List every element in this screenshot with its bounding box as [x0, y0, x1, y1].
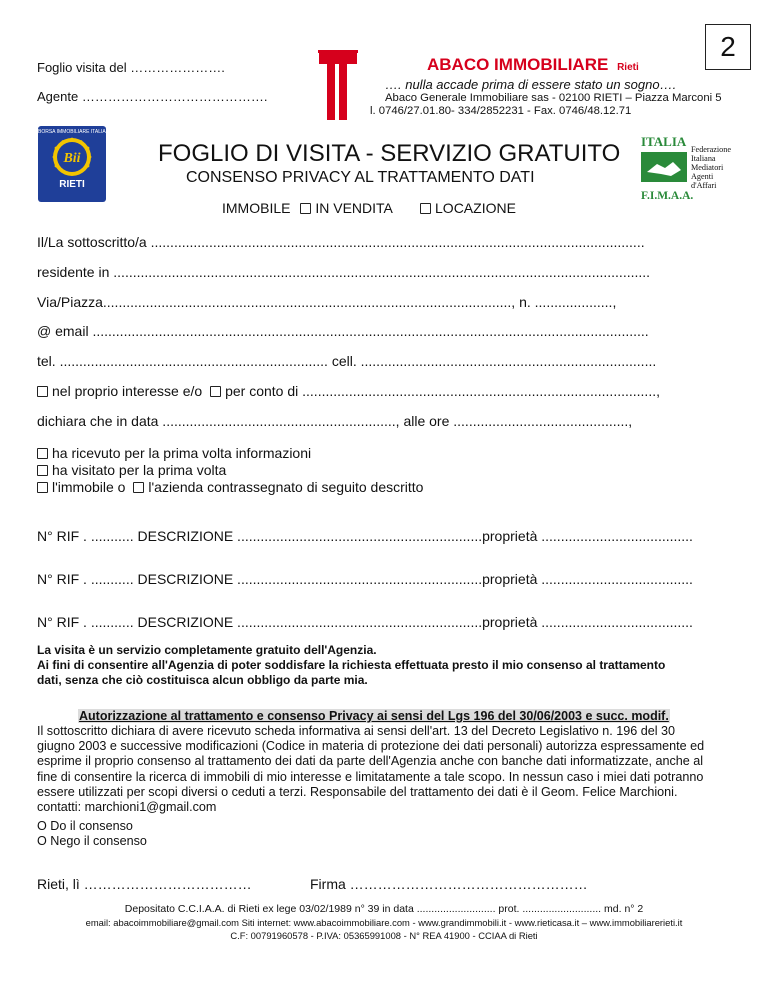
business-option-label: l'azienda contrassegnato di seguito descritto [148, 479, 424, 495]
fimaa-line-2: Italiana [691, 154, 716, 163]
signature-field[interactable]: Firma …………………………………………… [310, 876, 588, 892]
residence-field[interactable]: residente in .......................................................................................................................................... [37, 264, 651, 280]
privacy-line-2: giugno 2003 e successive modificazioni (Codice in materia di protezione dei dati personali) autorizza espressamente ed [37, 739, 705, 754]
info-received-checkbox[interactable] [37, 448, 48, 459]
signer-name-field[interactable]: Il/La sottoscritto/a ............................................................................................................................... [37, 234, 645, 250]
rent-label: LOCAZIONE [435, 200, 516, 216]
privacy-heading: Autorizzazione al trattamento e consenso Privacy ai sensi del Lgs 196 del 30/06/2003 e succ. modif. [79, 709, 669, 723]
property-checkbox[interactable] [37, 482, 48, 493]
page-number-badge: 2 [705, 24, 751, 70]
fimaa-line-3: Mediatori [691, 163, 724, 172]
consent-yes-option[interactable]: O Do il consenso [37, 819, 133, 833]
privacy-text [37, 724, 704, 815]
consent-no-option[interactable]: O Nego il consenso [37, 834, 147, 848]
privacy-contact: contatti: marchioni1@gmail.com [37, 800, 217, 815]
check-row-1 [37, 445, 311, 461]
fimaa-line-5: d'Affari [691, 181, 717, 190]
notice-line-1: La visita è un servizio completamente gratuito dell'Agenzia. [37, 643, 377, 657]
place-date-field[interactable]: Rieti, lì ……………………………… [37, 876, 252, 892]
privacy-line-5: essere utilizzati per scopi diversi o ceduti a terzi. Responsabile del trattamento dei dati è il Geom. Felice Marchioni. [37, 784, 678, 799]
brand-name-line [427, 55, 639, 75]
property-option-label: l'immobile o [52, 479, 126, 495]
street-field[interactable]: Via/Piazza........................................................................................................., n. ...................., [37, 294, 617, 310]
agent-field[interactable]: Agente ……………………………………. [37, 89, 268, 104]
abaco-logo-icon [318, 50, 358, 122]
fimaa-line-4: Agenti [691, 172, 714, 181]
footer-tax-ids: C.F: 00791960578 - P.IVA: 05365991008 - N° REA 41900 - CCIAA di Rieti [230, 930, 538, 941]
property-label: IMMOBILE [222, 200, 291, 216]
own-interest-label: nel proprio interesse e/o [52, 383, 203, 399]
interest-row [37, 383, 660, 399]
sale-checkbox[interactable] [300, 203, 311, 214]
fimaa-line-1: Federazione [691, 145, 732, 154]
bii-logo-city: RIETI [59, 179, 85, 190]
page-subtitle: CONSENSO PRIVACY AL TRATTAMENTO DATI [186, 169, 535, 186]
brand-phones: l. 0746/27.01.80- 334/2852231 - Fax. 0746/48.12.71 [370, 105, 632, 117]
rif-row-2[interactable]: N° RIF . ........... DESCRIZIONE ...............................................................proprietà ....................................... [37, 571, 693, 587]
footer-contacts: email: abacoimmobiliare@gmail.com Siti internet: www.abacoimmobiliare.com - www.grandimmobili.it - www.rieticasa.it – www.immobiliarerieti.it [85, 917, 683, 928]
fimaa-italia: ITALIA [641, 134, 687, 149]
free-service-notice [37, 643, 665, 688]
business-checkbox[interactable] [133, 482, 144, 493]
declaration-date-field[interactable]: dichiara che in data ............................................................, alle ore ............................................., [37, 413, 633, 429]
property-type-row [222, 200, 516, 216]
email-field[interactable]: @ email ............................................................................................................................................... [37, 323, 649, 339]
notice-line-3: dati, senza che ciò costituisca alcun obbligo da parte mia. [37, 673, 368, 687]
privacy-line-3: esprime il proprio consenso al trattamento dei dati da parte dell'Agenzia anche con banche dati informatizzate, anche al [37, 754, 704, 769]
sale-label: IN VENDITA [315, 200, 393, 216]
info-received-label: ha ricevuto per la prima volta informazioni [52, 445, 312, 461]
phone-field[interactable]: tel. ..................................................................... cell. ............................................................................ [37, 353, 657, 369]
check-row-2 [37, 462, 226, 478]
on-behalf-field[interactable]: per conto di ..........................................................................................., [225, 383, 660, 399]
brand-address: Abaco Generale Immobiliare sas - 02100 RIETI – Piazza Marconi 5 [385, 92, 722, 104]
bii-logo [38, 126, 113, 202]
rif-row-3[interactable]: N° RIF . ........... DESCRIZIONE ...............................................................proprietà ....................................... [37, 614, 693, 630]
on-behalf-checkbox[interactable] [210, 386, 221, 397]
consent-options [37, 819, 147, 849]
visited-label: ha visitato per la prima volta [52, 462, 227, 478]
rif-row-1[interactable]: N° RIF . ........... DESCRIZIONE ...............................................................proprietà ....................................... [37, 528, 693, 544]
visit-date-field[interactable]: Foglio visita del …………………. [37, 60, 225, 75]
bii-mark: Bii [63, 151, 81, 166]
page-title: FOGLIO DI VISITA - SERVIZIO GRATUITO [158, 140, 621, 167]
notice-line-2: Ai fini di consentire all'Agenzia di poter soddisfare la richiesta effettuata presto il mio consenso al trattamento [37, 658, 666, 672]
rent-checkbox[interactable] [420, 203, 431, 214]
privacy-line-1: Il sottoscritto dichiara di avere ricevuto scheda informativa ai sensi dell'art. 13 del Decreto Legislativo n. 196 del 30 [37, 724, 676, 738]
check-row-3 [37, 479, 423, 495]
footer-deposit: Depositato C.C.I.A.A. di Rieti ex lege 03/02/1989 n° 39 in data ........................... prot. ........................... md. n° 2 [124, 903, 644, 915]
bii-logo-top-text: BORSA IMMOBILIARE ITALIANA [38, 129, 113, 135]
handshake-icon [641, 152, 687, 182]
fimaa-acronym: F.I.M.A.A. [641, 190, 694, 202]
brand-city: Rieti [617, 62, 639, 73]
own-interest-checkbox[interactable] [37, 386, 48, 397]
brand-slogan: …. nulla accade prima di essere stato un sogno…. [385, 77, 677, 92]
visited-checkbox[interactable] [37, 465, 48, 476]
bii-emblem-icon [38, 135, 106, 179]
privacy-line-4: fine di consentire la ricerca di immobili di mio interesse e limitatamente a tale scopo. In nessun caso i miei dati potranno [37, 769, 704, 784]
fimaa-logo [641, 134, 741, 204]
brand-name: ABACO IMMOBILIARE [427, 55, 609, 74]
